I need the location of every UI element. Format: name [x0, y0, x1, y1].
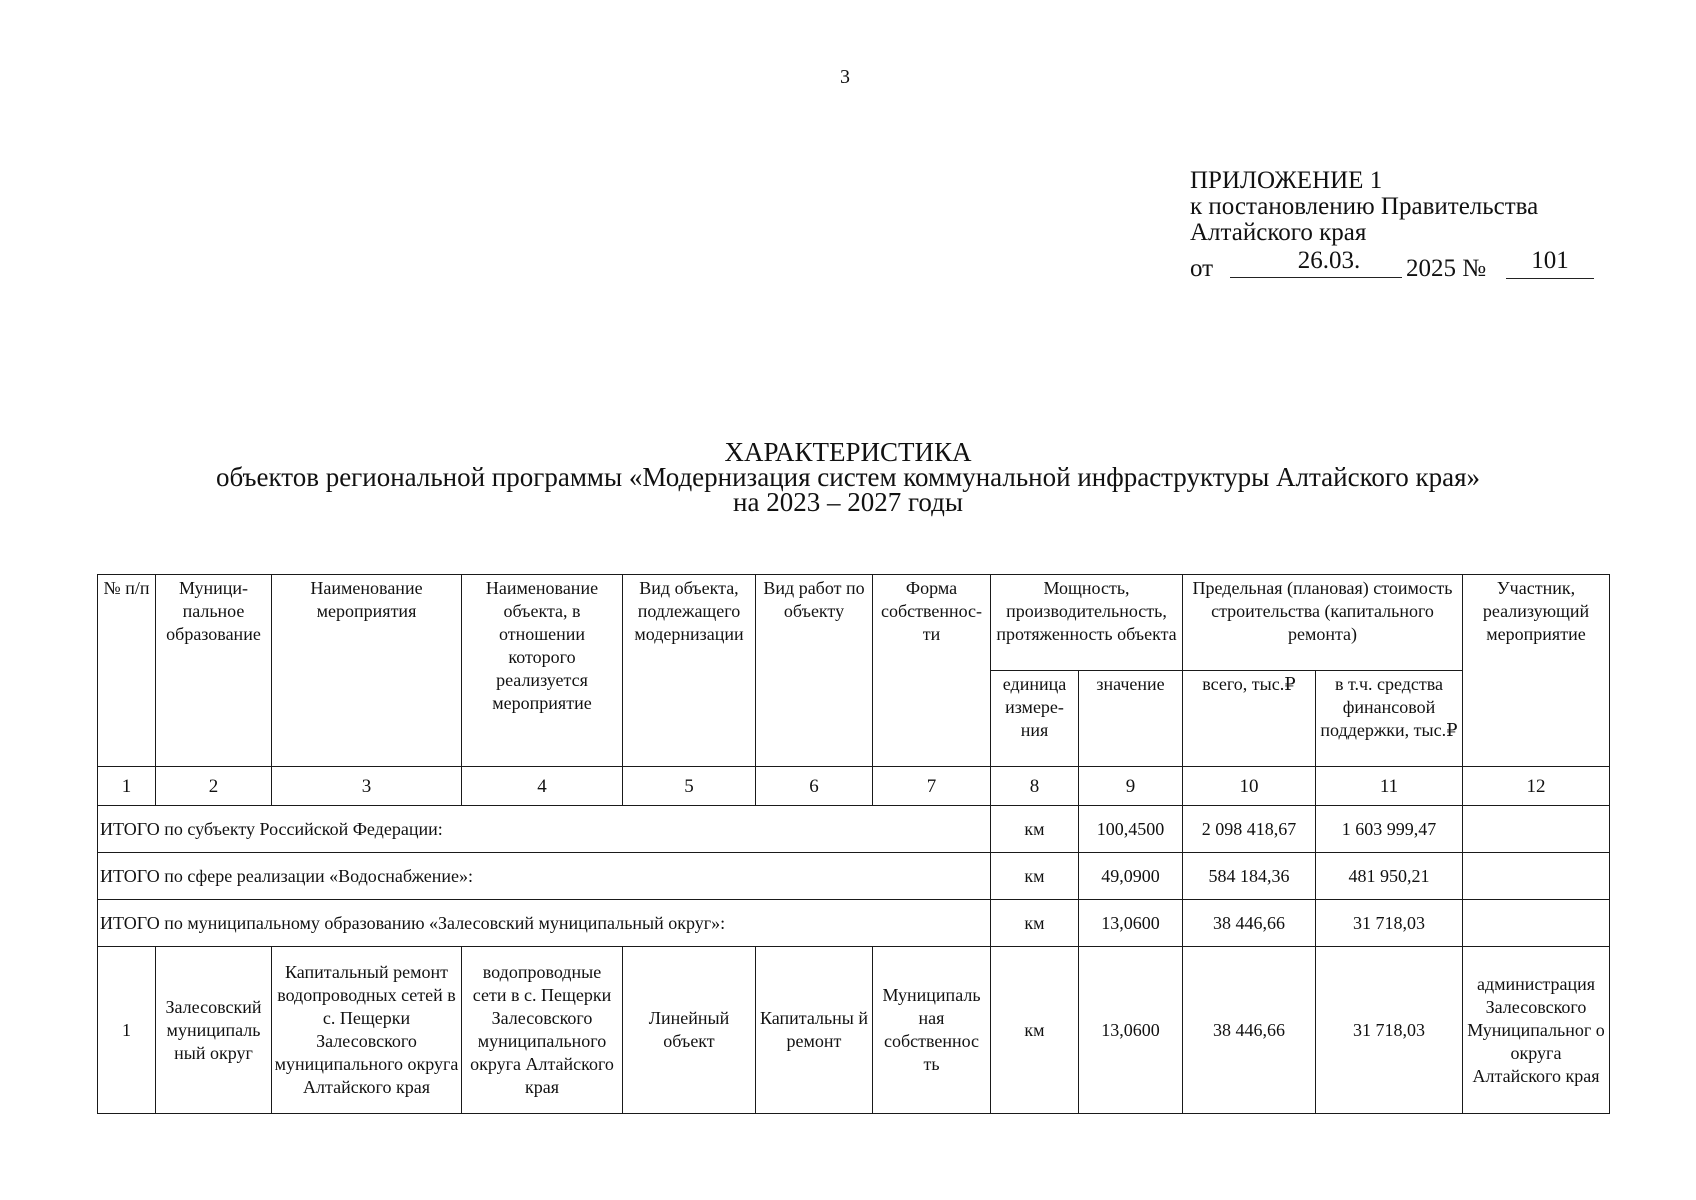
row-work-type: Капитальны й ремонт — [756, 947, 873, 1114]
total-row-water-supply — [98, 853, 1610, 900]
row-support: 31 718,03 — [1316, 947, 1463, 1114]
header-municipality: Муници-пальное образование — [156, 575, 272, 767]
total-participant — [1463, 806, 1610, 853]
decree-year: 2025 № — [1406, 255, 1487, 282]
column-number: 3 — [272, 767, 462, 806]
total-row-municipality — [98, 900, 1610, 947]
total-cost: 584 184,36 — [1183, 853, 1316, 900]
total-cost: 38 446,66 — [1183, 900, 1316, 947]
total-cost: 2 098 418,67 — [1183, 806, 1316, 853]
total-label: ИТОГО по муниципальному образованию «Залесовский муниципальный округ»: — [98, 900, 991, 947]
column-number: 8 — [991, 767, 1079, 806]
column-number: 5 — [623, 767, 756, 806]
row-num: 1 — [98, 947, 156, 1114]
column-number: 6 — [756, 767, 873, 806]
column-number-row — [98, 767, 1610, 806]
column-number: 4 — [462, 767, 623, 806]
header-participant: Участник, реализующий мероприятие — [1463, 575, 1610, 767]
appendix-block — [1190, 168, 1610, 282]
total-label: ИТОГО по сфере реализации «Водоснабжение»: — [98, 853, 991, 900]
header-row-1 — [98, 575, 1610, 671]
title-line-3: на 2023 – 2027 годы — [733, 487, 963, 517]
decree-number: 101 — [1506, 248, 1594, 279]
column-number: 1 — [98, 767, 156, 806]
total-support: 481 950,21 — [1316, 853, 1463, 900]
total-row-region — [98, 806, 1610, 853]
row-participant: администрация Залесовского Муниципальног о округа Алтайского края — [1463, 947, 1610, 1114]
row-value: 13,0600 — [1079, 947, 1183, 1114]
appendix-heading: ПРИЛОЖЕНИЕ 1 — [1190, 167, 1383, 194]
total-support: 1 603 999,47 — [1316, 806, 1463, 853]
header-cost: Предельная (плановая) стоимость строительства (капитального ремонта) — [1183, 575, 1463, 671]
header-work-type: Вид работ по объекту — [756, 575, 873, 767]
total-participant — [1463, 853, 1610, 900]
column-number: 11 — [1316, 767, 1463, 806]
header-unit: единица измере-ния — [991, 671, 1079, 767]
column-number: 10 — [1183, 767, 1316, 806]
header-total: всего, тыс.₽ — [1183, 671, 1316, 767]
title-line-1: ХАРАКТЕРИСТИКА — [724, 437, 972, 467]
total-support: 31 718,03 — [1316, 900, 1463, 947]
header-object: Наименование объекта, в отношении которого реализуется мероприятие — [462, 575, 623, 767]
header-ownership: Форма собственнос-ти — [873, 575, 991, 767]
column-number: 12 — [1463, 767, 1610, 806]
row-total: 38 446,66 — [1183, 947, 1316, 1114]
table-row — [98, 947, 1610, 1114]
column-number: 9 — [1079, 767, 1183, 806]
total-value: 100,4500 — [1079, 806, 1183, 853]
row-municipality: Залесовский муниципаль ный округ — [156, 947, 272, 1114]
header-object-type: Вид объекта, подлежащего модернизации — [623, 575, 756, 767]
header-measure: Наименование мероприятия — [272, 575, 462, 767]
document-title — [0, 437, 1696, 517]
total-participant — [1463, 900, 1610, 947]
row-ownership: Муниципаль ная собственнос ть — [873, 947, 991, 1114]
header-capacity: Мощность, производительность, протяженность объекта — [991, 575, 1183, 671]
title-line-2: объектов региональной программы «Модернизация систем коммунальной инфраструктуры Алтайского края» — [215, 462, 1480, 492]
total-label: ИТОГО по субъекту Российской Федерации: — [98, 806, 991, 853]
objects-table — [97, 574, 1610, 1114]
row-unit: км — [991, 947, 1079, 1114]
from-label: от — [1190, 255, 1214, 282]
appendix-line-2: Алтайского края — [1190, 219, 1367, 246]
total-unit: км — [991, 806, 1079, 853]
page-number: 3 — [840, 66, 850, 88]
column-number: 7 — [873, 767, 991, 806]
row-measure: Капитальный ремонт водопроводных сетей в с. Пещерки Залесовского муниципального округа Алтайского края — [272, 947, 462, 1114]
header-num: № п/п — [98, 575, 156, 767]
total-unit: км — [991, 853, 1079, 900]
total-unit: км — [991, 900, 1079, 947]
row-object: водопроводные сети в с. Пещерки Залесовского муниципального округа Алтайского края — [462, 947, 623, 1114]
column-number: 2 — [156, 767, 272, 806]
decree-date: 26.03. — [1230, 248, 1402, 278]
row-object-type: Линейный объект — [623, 947, 756, 1114]
header-support: в т.ч. средства финансовой поддержки, тыс.₽ — [1316, 671, 1463, 767]
header-value: значение — [1079, 671, 1183, 767]
appendix-date-line — [1190, 248, 1610, 282]
appendix-line-1: к постановлению Правительства — [1190, 193, 1539, 220]
total-value: 49,0900 — [1079, 853, 1183, 900]
total-value: 13,0600 — [1079, 900, 1183, 947]
